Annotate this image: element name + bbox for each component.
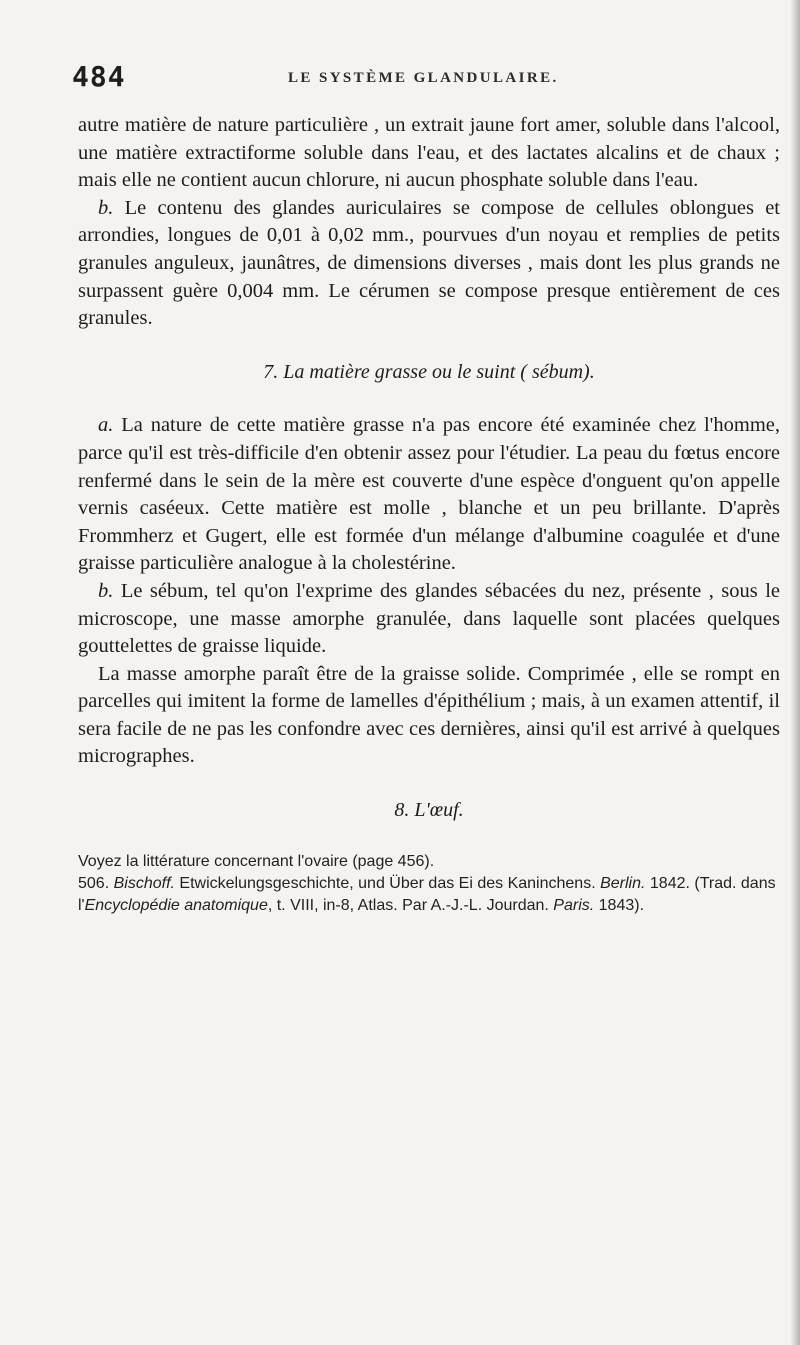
entry-city: Berlin.: [600, 874, 646, 892]
running-title: LE SYSTÈME GLANDULAIRE.: [288, 70, 559, 86]
notes-intro-text: Voyez la littérature concernant l'ovaire (page 456).: [78, 852, 435, 870]
paragraph-masse-amorphe: [78, 661, 780, 771]
entry-year: 1843).: [594, 896, 645, 914]
paragraph-b-cerumen: [78, 195, 780, 333]
page-edge-shadow: [790, 0, 800, 1345]
paragraph-text: La masse amorphe paraît être de la graisse solide. Comprimée , elle se rompt en parcelles qui imitent la forme de lamelles d'épithélium ; mais, à un examen attentif, il sera facile de ne pas les confondre avec ces dernières, ainsi qu'il est arrivé à quelques micrographes.: [78, 662, 780, 768]
section-title: La matière grasse ou le suint: [278, 360, 516, 383]
paragraph-text: Le contenu des glandes auriculaires se compose de cellules oblongues et arrondies, longues de 0,01 à 0,02 mm., pourvues d'un noyau et remplies de petits granules anguleux, jaunâtres, de dimensions diverses , mais dont les plus grands ne surpassent guère 0,004 mm. Le cérumen se compose presque entièrement de ces granules.: [78, 196, 780, 330]
section-title: 8. L'œuf.: [394, 799, 464, 822]
item-letter: b.: [98, 579, 114, 602]
page-number: 484: [72, 60, 126, 93]
entry-number: 506.: [78, 874, 114, 892]
paragraph-text: Le sébum, tel qu'on l'exprime des glandes sébacées du nez, présente , sous le microscope, une masse amorphe granulée, dans laquelle sont placées quelques gouttelettes de graisse liquide.: [78, 579, 780, 658]
entry-title: Etwickelungsgeschichte, und Über das Ei des Kaninchens.: [174, 874, 601, 892]
section-heading-8: [78, 797, 780, 825]
paragraph-text: La nature de cette matière grasse n'a pas encore été examinée chez l'homme, parce qu'il est très-difficile d'en obtenir assez pour l'étudier. La peau du fœtus encore renfermé dans le sein de la mère est couverte d'une espèce d'onguent qu'on appelle vernis caséeux. Cette matière est molle , blanche et un peu brillante. D'après Frommherz et Gugert, elle est formée d'un mélange d'albumine coagulée et d'une graisse particulière analogue à la cholestérine.: [78, 414, 780, 575]
entry-details: 1842. (Trad. dans l': [78, 874, 776, 914]
body-text: [78, 112, 780, 917]
entry-author: Bischoff.: [113, 874, 175, 892]
item-letter: a.: [98, 414, 114, 437]
paragraph-a-sebum: [78, 412, 780, 578]
section-paren: ( sébum).: [515, 360, 595, 383]
entry-work-title: Encyclopédie anatomique: [84, 896, 268, 914]
running-head: [68, 60, 788, 96]
section-number: 7.: [263, 360, 279, 383]
notes-intro: [78, 851, 780, 873]
paragraph-intro-text: autre matière de nature particulière , un extrait jaune fort amer, soluble dans l'alcool, une matière extractiforme soluble dans l'eau, et des lactates alcalins et de chaux ; mais elle ne contient aucun chlorure, ni aucun phosphate soluble dans l'eau.: [78, 114, 780, 192]
bibliography-notes: [78, 851, 780, 917]
bibliography-entry: [78, 873, 780, 917]
entry-details-2: , t. VIII, in-8, Atlas. Par A.-J.-L. Jourdan.: [267, 896, 554, 914]
paragraph-b-sebum: [78, 578, 780, 661]
paragraph-intro: [78, 112, 780, 195]
section-heading-7: [78, 359, 780, 387]
item-letter: b.: [98, 196, 114, 219]
entry-city-2: Paris.: [553, 896, 595, 914]
